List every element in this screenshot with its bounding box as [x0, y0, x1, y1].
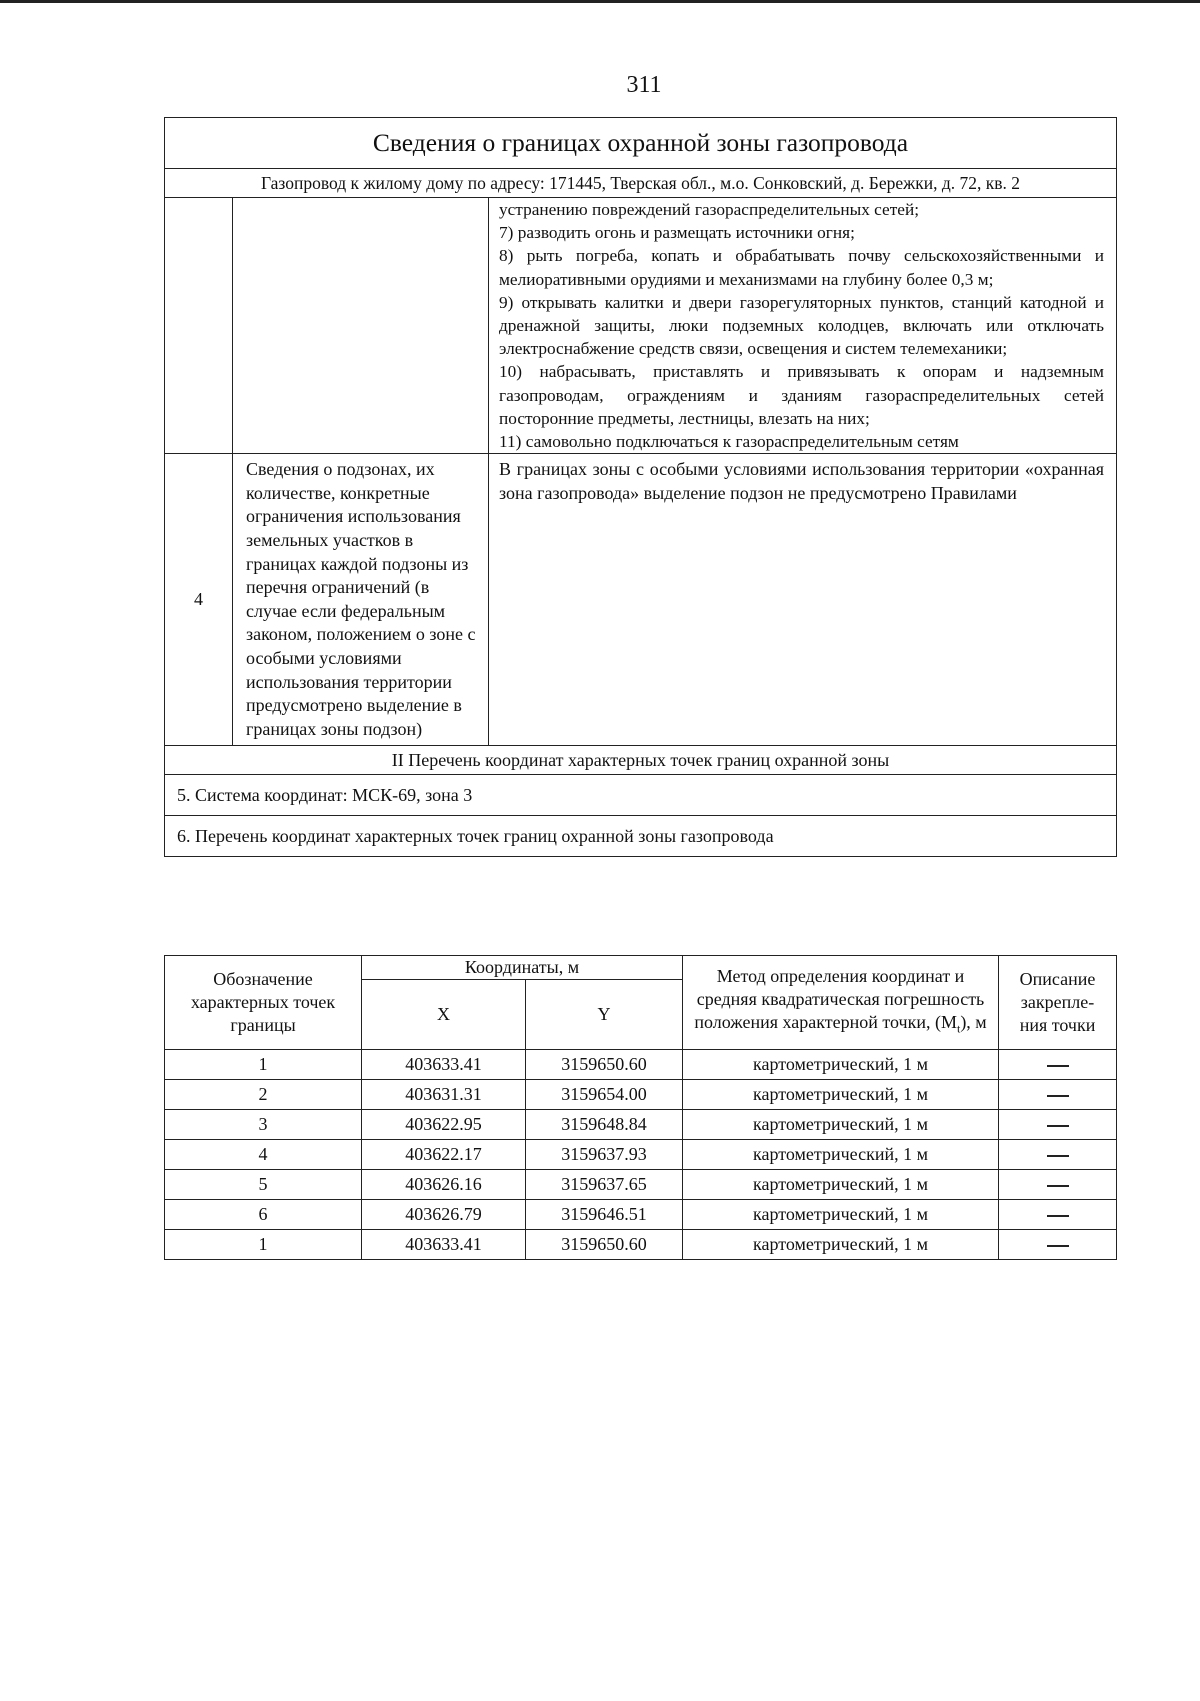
- description-cell: [999, 1230, 1117, 1260]
- x-cell: 403622.95: [362, 1110, 526, 1140]
- coordinate-system: 5. Система координат: МСК-69, зона 3: [165, 775, 1117, 816]
- description-cell: [999, 1200, 1117, 1230]
- row-4-number: 4: [165, 454, 233, 746]
- restriction-item: устранению повреждений газораспределительных сетей;: [499, 200, 919, 219]
- method-cell: картометрический, 1 м: [683, 1170, 999, 1200]
- point-cell: 5: [165, 1170, 362, 1200]
- x-cell: 403633.41: [362, 1050, 526, 1080]
- y-cell: 3159650.60: [526, 1050, 683, 1080]
- continuation-number-cell: [165, 198, 233, 454]
- table-row: [165, 1200, 1117, 1230]
- point-cell: 4: [165, 1140, 362, 1170]
- dash-mark: [1047, 1095, 1069, 1096]
- table-row: [165, 1050, 1117, 1080]
- description-cell: [999, 1110, 1117, 1140]
- restriction-item: 9) открывать калитки и двери газорегуляторных пунктов, станций катодной и дренажной защиты, люки подземных колодцев, включать или отключать электроснабжение средств связи, освещения и систем телемеханики;: [499, 292, 1104, 359]
- x-cell: 403626.79: [362, 1200, 526, 1230]
- x-cell: 403626.16: [362, 1170, 526, 1200]
- y-cell: 3159648.84: [526, 1110, 683, 1140]
- method-cell: картометрический, 1 м: [683, 1080, 999, 1110]
- point-cell: 2: [165, 1080, 362, 1110]
- header-point: Обозначение характерных точек границы: [165, 956, 362, 1050]
- x-cell: 403622.17: [362, 1140, 526, 1170]
- method-cell: картометрический, 1 м: [683, 1050, 999, 1080]
- page-number: 311: [626, 72, 662, 98]
- table-row: [165, 1140, 1117, 1170]
- method-cell: картометрический, 1 м: [683, 1140, 999, 1170]
- description-cell: [999, 1140, 1117, 1170]
- restriction-item: 10) набрасывать, приставлять и привязывать к опорам и надземным газопроводам, ограждениям и зданиям газораспределительных сетей посторонние предметы, лестницы, влезать на них;: [499, 362, 1104, 428]
- description-cell: [999, 1170, 1117, 1200]
- continuation-label-cell: [233, 198, 489, 454]
- dash-mark: [1047, 1215, 1069, 1216]
- header-method-text: Метод определения координат и средняя квадратическая погрешность положения характерной точки, (M: [694, 965, 985, 1032]
- zone-info-table: [164, 117, 1117, 857]
- row-4-value: В границах зоны с особыми условиями использования территории «охранная зона газопровода» выделение подзон не предусмотрено Правилами: [489, 454, 1117, 746]
- restriction-item: 8) рыть погреба, копать и обрабатывать почву сельскохозяйственными и мелиоративными орудиями и механизмами на глубину более 0,3 м;: [499, 246, 1104, 289]
- dash-mark: [1047, 1125, 1069, 1126]
- x-cell: 403631.31: [362, 1080, 526, 1110]
- restriction-item: 7) разводить огонь и размещать источники огня;: [499, 223, 855, 243]
- section-2-title: II Перечень координат характерных точек границ охранной зоны: [165, 746, 1117, 775]
- y-cell: 3159637.65: [526, 1170, 683, 1200]
- header-method: [683, 956, 999, 1050]
- header-method-unit: ), м: [960, 1011, 987, 1032]
- document-title: Сведения о границах охранной зоны газопровода: [165, 118, 1117, 169]
- table-row: [165, 1080, 1117, 1110]
- y-cell: 3159637.93: [526, 1140, 683, 1170]
- method-cell: картометрический, 1 м: [683, 1200, 999, 1230]
- description-cell: [999, 1080, 1117, 1110]
- method-cell: картометрический, 1 м: [683, 1230, 999, 1260]
- header-x: X: [362, 980, 526, 1050]
- y-cell: 3159650.60: [526, 1230, 683, 1260]
- dash-mark: [1047, 1245, 1069, 1246]
- table-row: [165, 1230, 1117, 1260]
- point-cell: 1: [165, 1050, 362, 1080]
- description-cell: [999, 1050, 1117, 1080]
- y-cell: 3159654.00: [526, 1080, 683, 1110]
- point-cell: 3: [165, 1110, 362, 1140]
- y-cell: 3159646.51: [526, 1200, 683, 1230]
- coordinates-table: [164, 955, 1117, 1260]
- dash-mark: [1047, 1065, 1069, 1066]
- point-cell: 6: [165, 1200, 362, 1230]
- dash-mark: [1047, 1185, 1069, 1186]
- header-method-subscript: t: [956, 1021, 961, 1036]
- dash-mark: [1047, 1155, 1069, 1156]
- method-cell: картометрический, 1 м: [683, 1110, 999, 1140]
- restriction-item: 11) самовольно подключаться к газораспределительным сетям: [499, 432, 959, 452]
- row-4-label: Сведения о подзонах, их количестве, конкретные ограничения использования земельных участков в границах каждой подзоны из перечня ограничений (в случае если федеральным законом, положением о зоне с особыми условиями использования территории предусмотрено выделение в границах зоны подзон): [233, 454, 489, 746]
- object-address: Газопровод к жилому дому по адресу: 171445, Тверская обл., м.о. Сонковский, д. Бережки, д. 72, кв. 2: [165, 169, 1117, 198]
- coords-list-title: 6. Перечень координат характерных точек границ охранной зоны газопровода: [165, 816, 1117, 857]
- header-coordinates: Координаты, м: [362, 956, 683, 980]
- restrictions-continuation: [489, 198, 1117, 454]
- table-row: [165, 1170, 1117, 1200]
- table-row: [165, 1110, 1117, 1140]
- scan-edge: [0, 0, 1200, 3]
- point-cell: 1: [165, 1230, 362, 1260]
- header-description: Описание закрепле-ния точки: [999, 956, 1117, 1050]
- x-cell: 403633.41: [362, 1230, 526, 1260]
- header-y: Y: [526, 980, 683, 1050]
